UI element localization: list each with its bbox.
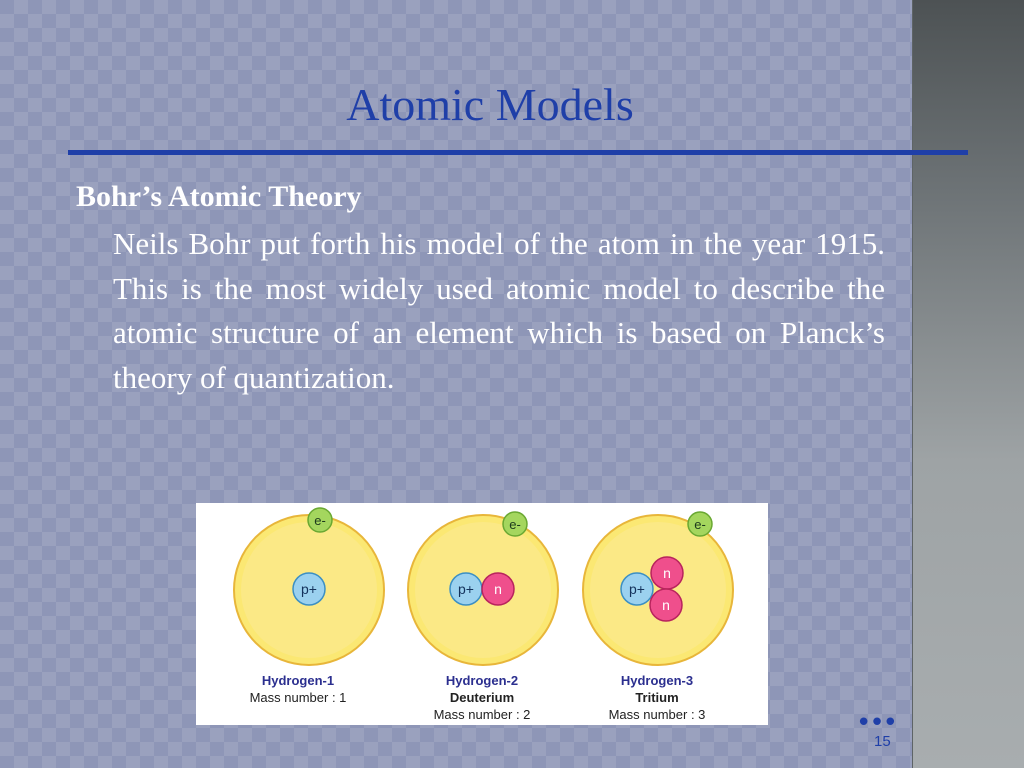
section-heading: Bohr’s Atomic Theory [76, 180, 362, 213]
electron-label: e- [694, 517, 706, 532]
proton-label: p+ [629, 581, 645, 597]
mass-number: Mass number : 2 [433, 707, 531, 722]
atom-name: Hydrogen-1 [261, 673, 335, 688]
body-paragraph: Neils Bohr put forth his model of the atom in the year 1915. This is the most widely used atomic model to describe the atomic structure of an element which is based on Planck’s theory of quantization. [113, 226, 885, 396]
proton-label: p+ [301, 581, 317, 597]
atom-inner [590, 522, 726, 658]
atom-name: Hydrogen-3 [620, 673, 694, 688]
atom-hydrogen-3 [583, 512, 733, 722]
neutron-label: n [663, 565, 671, 581]
hydrogen-isotopes-figure [196, 503, 768, 725]
more-indicator-icon: ••• [856, 708, 897, 738]
neutron-label: n [494, 581, 502, 597]
atom-subname: Tritium [635, 690, 679, 705]
slide-title: Atomic Models [346, 79, 634, 130]
atom-name: Hydrogen-2 [445, 673, 519, 688]
mass-number: Mass number : 1 [249, 690, 347, 705]
neutron-label: n [662, 597, 670, 613]
page-number: 15 [874, 733, 891, 750]
atom-hydrogen-1 [234, 508, 384, 705]
electron-label: e- [314, 513, 326, 528]
title-divider [68, 150, 968, 155]
proton-label: p+ [458, 581, 474, 597]
isotopes-diagram [196, 503, 768, 725]
atom-subname: Deuterium [449, 690, 515, 705]
mass-number: Mass number : 3 [608, 707, 706, 722]
electron-label: e- [509, 517, 521, 532]
atom-hydrogen-2 [408, 512, 558, 722]
